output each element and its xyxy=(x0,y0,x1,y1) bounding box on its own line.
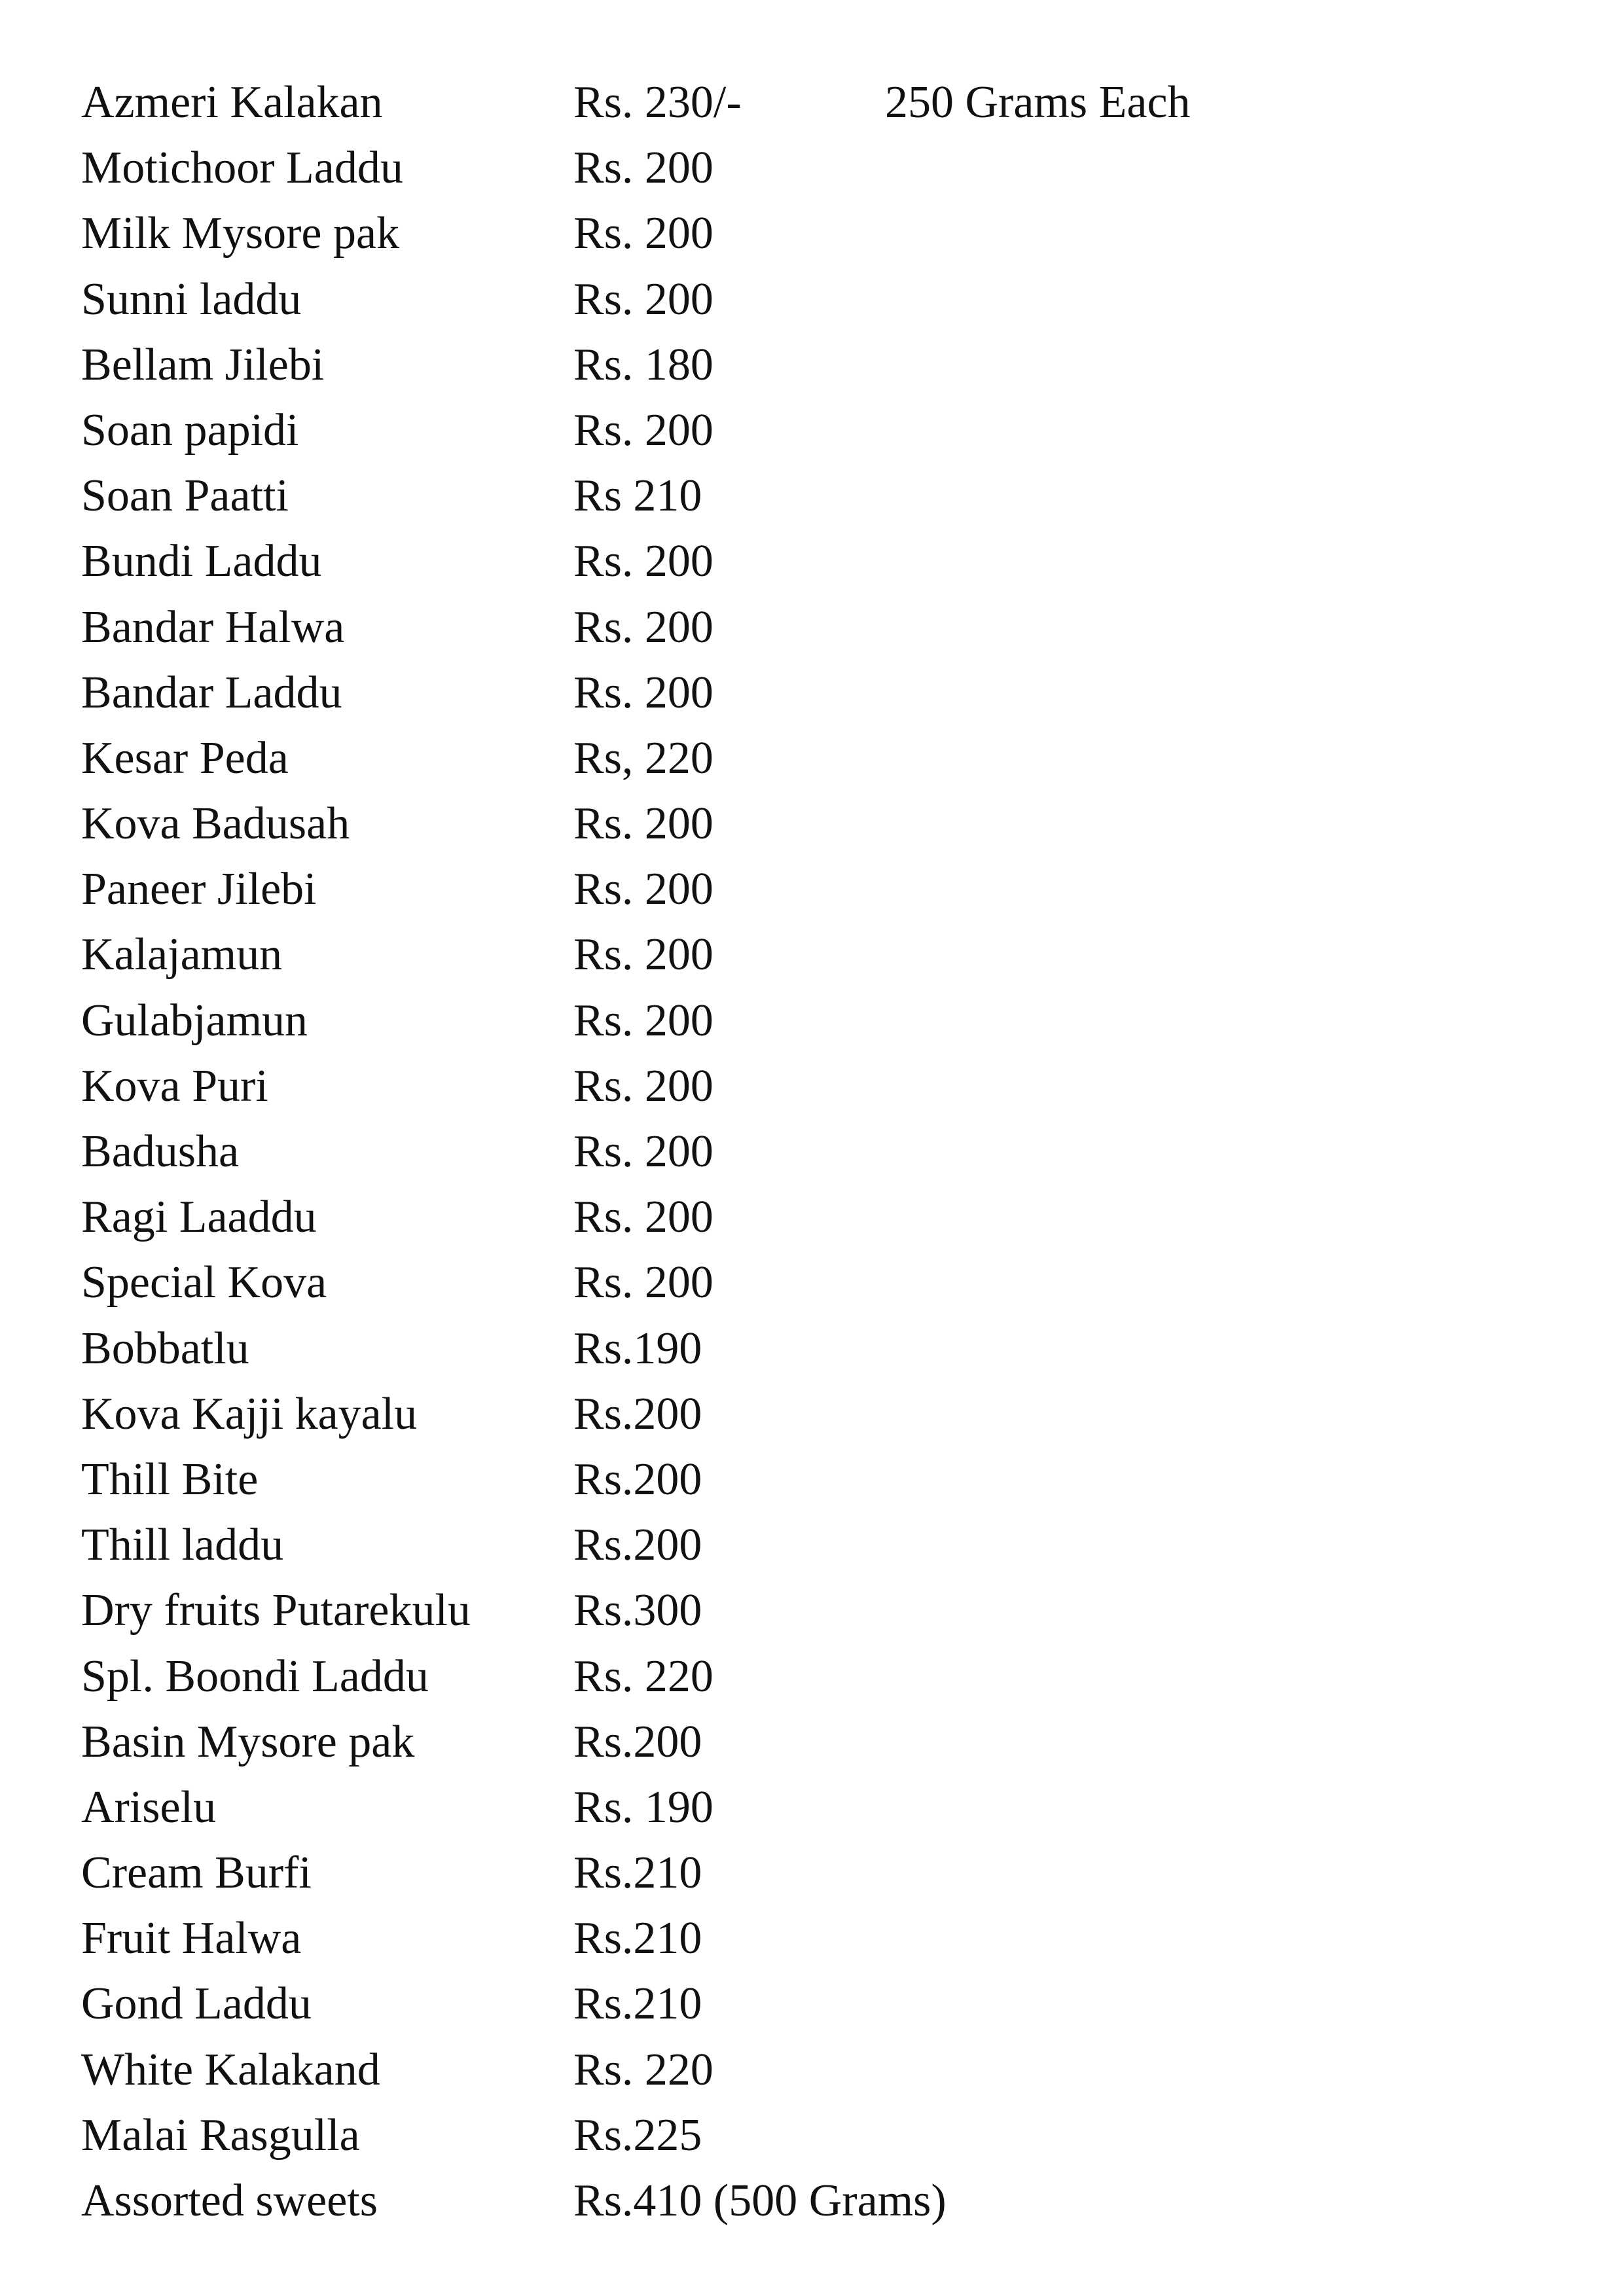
item-price: Rs. 200 xyxy=(573,1257,713,1308)
item-price: Rs. 200 xyxy=(573,1192,713,1243)
item-name: Ragi Laaddu xyxy=(81,1192,317,1243)
list-item xyxy=(81,1710,1521,1775)
list-item xyxy=(81,1513,1521,1578)
list-item xyxy=(81,1185,1521,1250)
item-name: Badusha xyxy=(81,1126,240,1177)
item-price: Rs. 200 xyxy=(573,1060,713,1111)
list-item xyxy=(81,201,1521,266)
list-item xyxy=(81,1906,1521,1971)
list-item xyxy=(81,70,1521,135)
list-item xyxy=(81,529,1521,594)
item-price: Rs.210 xyxy=(573,1848,702,1899)
item-price: Rs.200 xyxy=(573,1520,702,1571)
item-weight-note: 250 Grams Each xyxy=(885,77,1191,128)
item-price: Rs.200 xyxy=(573,1388,702,1439)
list-item xyxy=(81,595,1521,660)
item-price: Rs. 200 xyxy=(573,929,713,980)
item-price: Rs.210 xyxy=(573,1913,702,1964)
list-item xyxy=(81,398,1521,463)
list-item xyxy=(81,1316,1521,1382)
item-price: Rs. 200 xyxy=(573,1126,713,1177)
item-price: Rs. 230/- xyxy=(573,77,742,128)
item-name: Kova Puri xyxy=(81,1060,268,1111)
item-name: Milk Mysore pak xyxy=(81,208,400,259)
sweets-price-list xyxy=(81,70,1521,2234)
item-price: Rs. 200 xyxy=(573,274,713,325)
item-price: Rs.200 xyxy=(573,1716,702,1767)
item-price: Rs. 190 xyxy=(573,1782,713,1833)
item-name: Kova Badusah xyxy=(81,798,350,850)
item-name: Cream Burfi xyxy=(81,1848,312,1899)
item-price: Rs. 200 xyxy=(573,536,713,587)
list-item xyxy=(81,267,1521,332)
item-name: Spl. Boondi Laddu xyxy=(81,1651,429,1702)
item-name: White Kalakand xyxy=(81,2044,380,2095)
list-item xyxy=(81,1971,1521,2037)
list-item xyxy=(81,1119,1521,1185)
item-price: Rs. 200 xyxy=(573,601,713,653)
list-item xyxy=(81,2037,1521,2103)
list-item xyxy=(81,922,1521,988)
list-item xyxy=(81,135,1521,201)
list-item xyxy=(81,1250,1521,1316)
item-name: Azmeri Kalakan xyxy=(81,77,383,128)
list-item xyxy=(81,332,1521,398)
item-price: Rs.300 xyxy=(573,1585,702,1636)
item-name: Thill laddu xyxy=(81,1520,284,1571)
list-item xyxy=(81,1578,1521,1643)
list-item xyxy=(81,791,1521,857)
list-item xyxy=(81,857,1521,922)
item-name: Motichoor Laddu xyxy=(81,143,403,194)
item-price: Rs.225 xyxy=(573,2109,702,2161)
item-name: Kesar Peda xyxy=(81,732,289,783)
item-name: Basin Mysore pak xyxy=(81,1716,415,1767)
item-name: Gond Laddu xyxy=(81,1979,312,2030)
item-price: Rs.410 (500 Grams) xyxy=(573,2176,947,2226)
list-item xyxy=(81,2103,1521,2168)
item-price: Rs 210 xyxy=(573,471,702,522)
item-price: Rs. 180 xyxy=(573,339,713,390)
item-name: Assorted sweets xyxy=(81,2176,378,2226)
item-price: Rs. 220 xyxy=(573,2044,713,2095)
item-name: Kova Kajji kayalu xyxy=(81,1388,418,1439)
item-price: Rs. 200 xyxy=(573,143,713,194)
item-name: Dry fruits Putarekulu xyxy=(81,1585,471,1636)
item-price: Rs. 200 xyxy=(573,798,713,850)
list-item xyxy=(81,2168,1521,2234)
list-item xyxy=(81,463,1521,529)
item-price: Rs. 200 xyxy=(573,864,713,915)
item-price: Rs. 200 xyxy=(573,995,713,1046)
item-price: Rs. 200 xyxy=(573,404,713,456)
item-name: Fruit Halwa xyxy=(81,1913,302,1964)
list-item xyxy=(81,726,1521,791)
item-name: Bandar Halwa xyxy=(81,601,345,653)
item-price: Rs. 200 xyxy=(573,208,713,259)
list-item xyxy=(81,660,1521,726)
item-price: Rs. 220 xyxy=(573,1651,713,1702)
list-item xyxy=(81,1447,1521,1513)
item-price: Rs. 200 xyxy=(573,667,713,718)
item-name: Soan Paatti xyxy=(81,471,289,522)
item-name: Sunni laddu xyxy=(81,274,302,325)
item-price: Rs.190 xyxy=(573,1323,702,1374)
item-name: Bellam Jilebi xyxy=(81,339,325,390)
item-name: Kalajamun xyxy=(81,929,283,980)
item-name: Special Kova xyxy=(81,1257,327,1308)
list-item xyxy=(81,1644,1521,1710)
item-price: Rs.210 xyxy=(573,1979,702,2030)
item-name: Malai Rasgulla xyxy=(81,2109,360,2161)
item-name: Paneer Jilebi xyxy=(81,864,317,915)
item-name: Bobbatlu xyxy=(81,1323,249,1374)
item-name: Bandar Laddu xyxy=(81,667,342,718)
list-item xyxy=(81,1054,1521,1119)
list-item xyxy=(81,1775,1521,1840)
list-item xyxy=(81,1840,1521,1906)
item-price: Rs.200 xyxy=(573,1454,702,1505)
list-item xyxy=(81,988,1521,1054)
item-name: Ariselu xyxy=(81,1782,217,1833)
item-name: Soan papidi xyxy=(81,404,299,456)
item-price: Rs, 220 xyxy=(573,732,713,783)
item-name: Bundi Laddu xyxy=(81,536,322,587)
item-name: Thill Bite xyxy=(81,1454,259,1505)
item-name: Gulabjamun xyxy=(81,995,308,1046)
list-item xyxy=(81,1382,1521,1447)
